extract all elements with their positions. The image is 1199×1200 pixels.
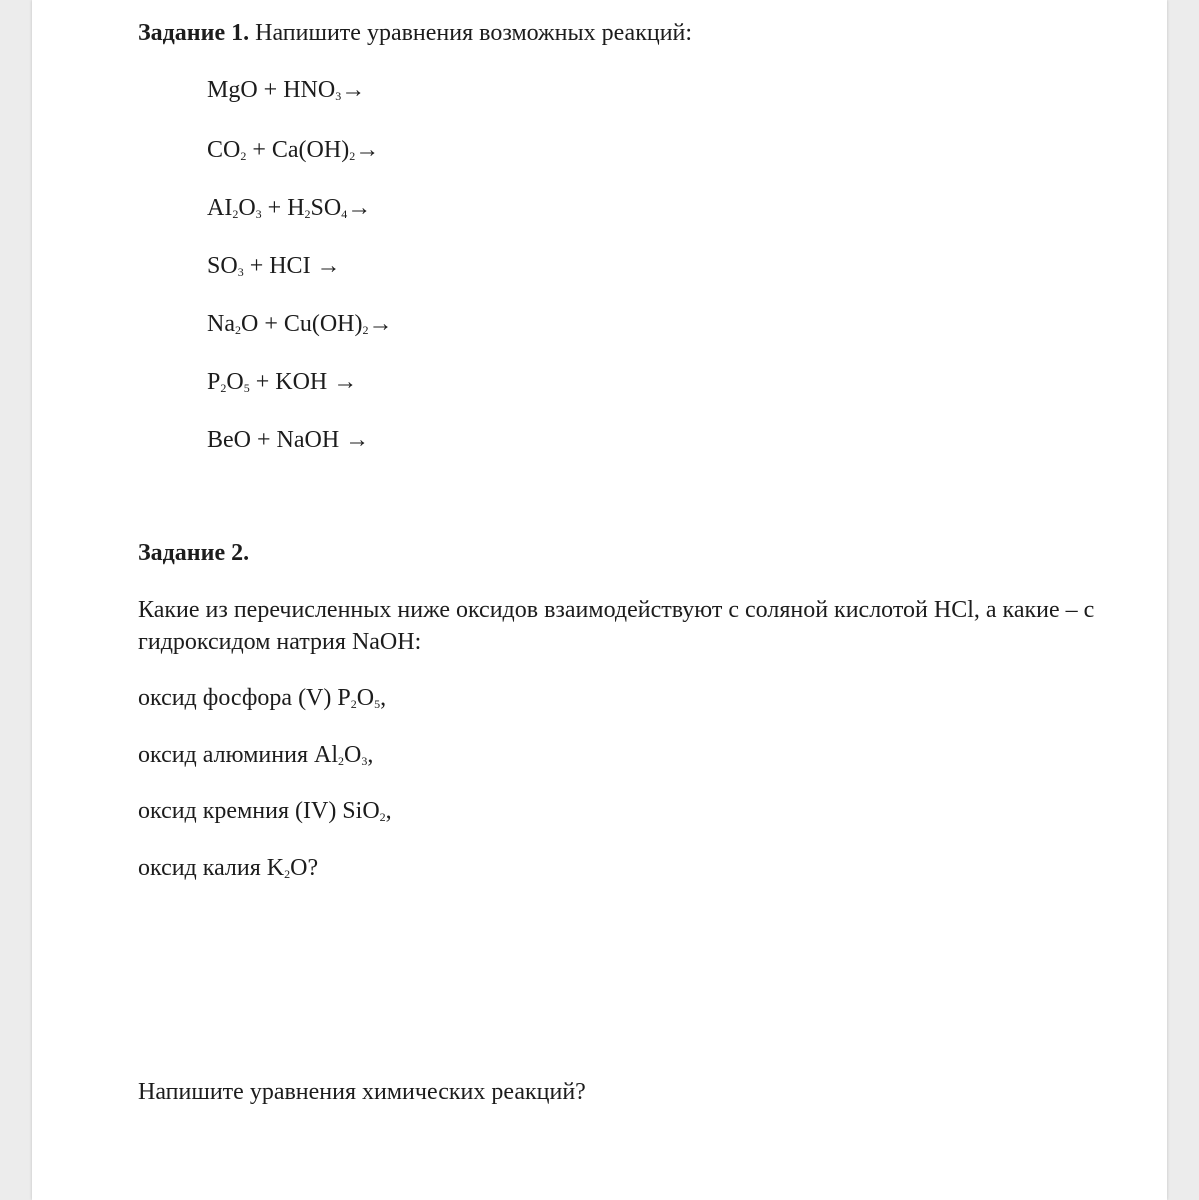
task1-title <box>138 17 692 49</box>
formula-subscript: 2 <box>232 207 239 221</box>
reaction-equation-2 <box>207 134 379 166</box>
formula-subscript: 2 <box>349 149 356 163</box>
formula-text: , <box>367 742 374 768</box>
task2-question: Какие из перечисленных ниже оксидов взаимодействуют с соляной кислотой HCl, а какие – с гидроксидом натрия NaOH: <box>138 597 1095 655</box>
formula-text: SO <box>207 253 238 279</box>
formula-text: BeO + NaOH → <box>207 427 370 453</box>
task1-instruction: Напишите уравнения возможных реакций: <box>255 20 693 46</box>
oxide-item-2 <box>138 739 373 771</box>
formula-text: , <box>380 685 387 711</box>
formula-subscript: 5 <box>374 697 381 711</box>
task2-heading: Задание 2. <box>138 540 250 566</box>
formula-text: оксид кремния (IV) SiO <box>138 798 380 824</box>
reaction-equation-7 <box>207 424 369 456</box>
formula-text: → <box>347 195 372 221</box>
formula-text: O <box>226 369 244 395</box>
formula-subscript: 3 <box>237 265 244 279</box>
formula-subscript: 2 <box>337 754 344 768</box>
formula-text: оксид фосфора (V) P <box>138 685 351 711</box>
formula-subscript: 2 <box>284 867 291 881</box>
formula-subscript: 5 <box>243 381 250 395</box>
oxide-item-3 <box>138 795 392 827</box>
document-page <box>32 0 1167 1200</box>
formula-text: → <box>341 77 366 103</box>
reaction-equation-1 <box>207 74 365 106</box>
formula-subscript: 3 <box>361 754 368 768</box>
formula-text: оксид калия K <box>138 855 285 881</box>
formula-subscript: 2 <box>240 149 247 163</box>
reaction-equation-5 <box>207 308 393 340</box>
task1-heading: Задание 1. <box>138 20 250 46</box>
formula-text: O + Cu(OH) <box>240 311 363 337</box>
reaction-equation-3 <box>207 192 371 224</box>
formula-text: + Ca(OH) <box>246 137 350 163</box>
formula-text: → <box>368 311 393 337</box>
oxide-item-4 <box>138 852 318 884</box>
final-instruction: Напишите уравнения химических реакций? <box>138 1079 586 1105</box>
formula-text: + HCI → <box>243 253 341 279</box>
reaction-equation-6 <box>207 366 357 398</box>
formula-text: O <box>343 742 362 768</box>
formula-text: CO <box>207 137 241 163</box>
formula-text: → <box>355 137 380 163</box>
formula-subscript: 3 <box>255 207 262 221</box>
oxide-item-1 <box>138 682 386 714</box>
reaction-equation-4 <box>207 250 341 282</box>
formula-text: O? <box>290 855 319 881</box>
formula-text: O <box>238 195 256 221</box>
formula-subscript: 2 <box>220 381 227 395</box>
formula-text: , <box>385 798 392 824</box>
formula-subscript: 3 <box>335 89 342 103</box>
formula-text: Na <box>207 311 235 337</box>
formula-subscript: 2 <box>350 697 357 711</box>
formula-text: P <box>207 369 221 395</box>
formula-subscript: 2 <box>362 323 369 337</box>
formula-text: оксид алюминия Al <box>138 742 338 768</box>
formula-subscript: 2 <box>379 810 386 824</box>
formula-subscript: 4 <box>341 207 348 221</box>
formula-text: O <box>356 685 375 711</box>
formula-text: AI <box>207 195 233 221</box>
formula-text: SO <box>310 195 342 221</box>
formula-text: + KOH → <box>249 369 358 395</box>
formula-subscript: 2 <box>234 323 241 337</box>
formula-text: MgO + HNO <box>207 77 336 103</box>
formula-subscript: 2 <box>304 207 311 221</box>
formula-text: + H <box>261 195 305 221</box>
